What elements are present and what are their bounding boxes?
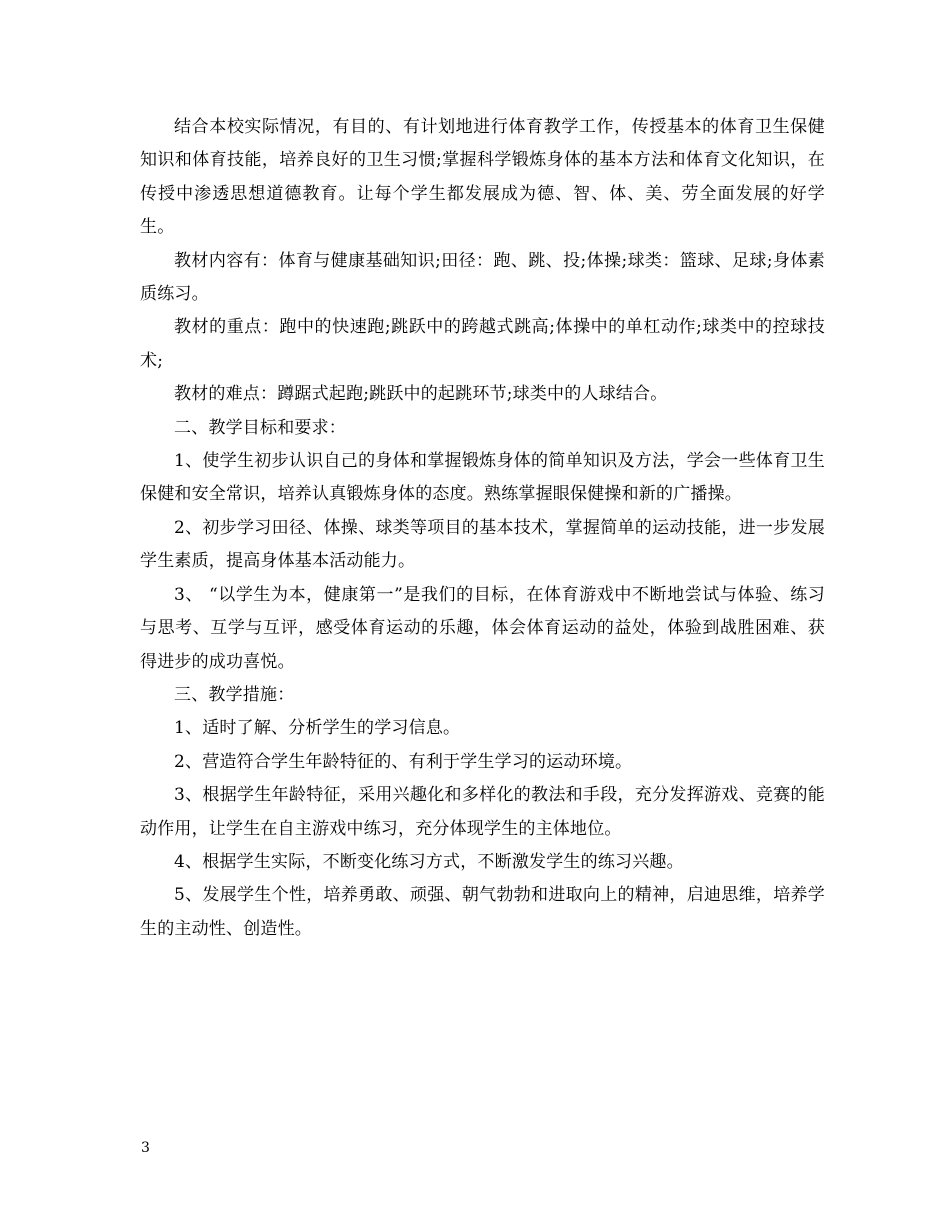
paragraph: 2、营造符合学生年龄特征的、有利于学生学习的运动环境。 (174, 751, 633, 772)
paragraph: 教材的难点：蹲踞式起跑;跳跃中的起跳环节;球类中的人球结合。 (174, 384, 668, 405)
paragraph: 5、发展学生个性，培养勇敢、顽强、朝气勃勃和进取向上的精神，启迪思维，培养学生的主动性、创造性。 (140, 885, 825, 939)
page-number: 3 (141, 1140, 150, 1156)
paragraph: 2、初步学习田径、体操、球类等项目的基本技术，掌握简单的运动技能，进一步发展学生素质，提高身体基本活动能力。 (140, 517, 825, 572)
paragraph: 教材的重点：跑中的快速跑;跳跃中的跨越式跳高;体操中的单杠动作;球类中的控球技术; (140, 317, 825, 371)
paragraph: 4、根据学生实际，不断变化练习方式，不断激发学生的练习兴趣。 (174, 851, 684, 872)
section-heading: 二、教学目标和要求： (174, 417, 346, 438)
paragraph: 1、适时了解、分析学生的学习信息。 (174, 718, 461, 739)
paragraph: 结合本校实际情况，有目的、有计划地进行体育教学工作，传授基本的体育卫生保健知识和体育技能，培养良好的卫生习惯;掌握科学锻炼身体的基本方法和体育文化知识，在传授中渗透思想道德教育。让每个学生都发展成为德、智、体、美、劳全面发展的好学生。 (140, 117, 825, 238)
paragraph: 3、根据学生年龄特征，采用兴趣化和多样化的教法和手段，充分发挥游戏、竞赛的能动作用，让学生在自主游戏中练习，充分体现学生的主体地位。 (140, 785, 825, 839)
section-heading: 三、教学措施： (174, 684, 295, 705)
paragraph: 1、使学生初步认识自己的身体和掌握锻炼身体的简单知识及方法，学会一些体育卫生保健和安全常识，培养认真锻炼身体的态度。熟练掌握眼保健操和新的广播操。 (140, 451, 825, 505)
paragraph: 教材内容有：体育与健康基础知识;田径：跑、跳、投;体操;球类：篮球、足球;身体素质练习。 (140, 250, 825, 305)
document-body (140, 111, 825, 946)
paragraph: 3、 “以学生为本，健康第一”是我们的目标，在体育游戏中不断地尝试与体验、练习与思考、互学与互评，感受体育运动的乐趣，体会体育运动的益处，体验到战胜困难、获得进步的成功喜悦。 (140, 584, 825, 672)
